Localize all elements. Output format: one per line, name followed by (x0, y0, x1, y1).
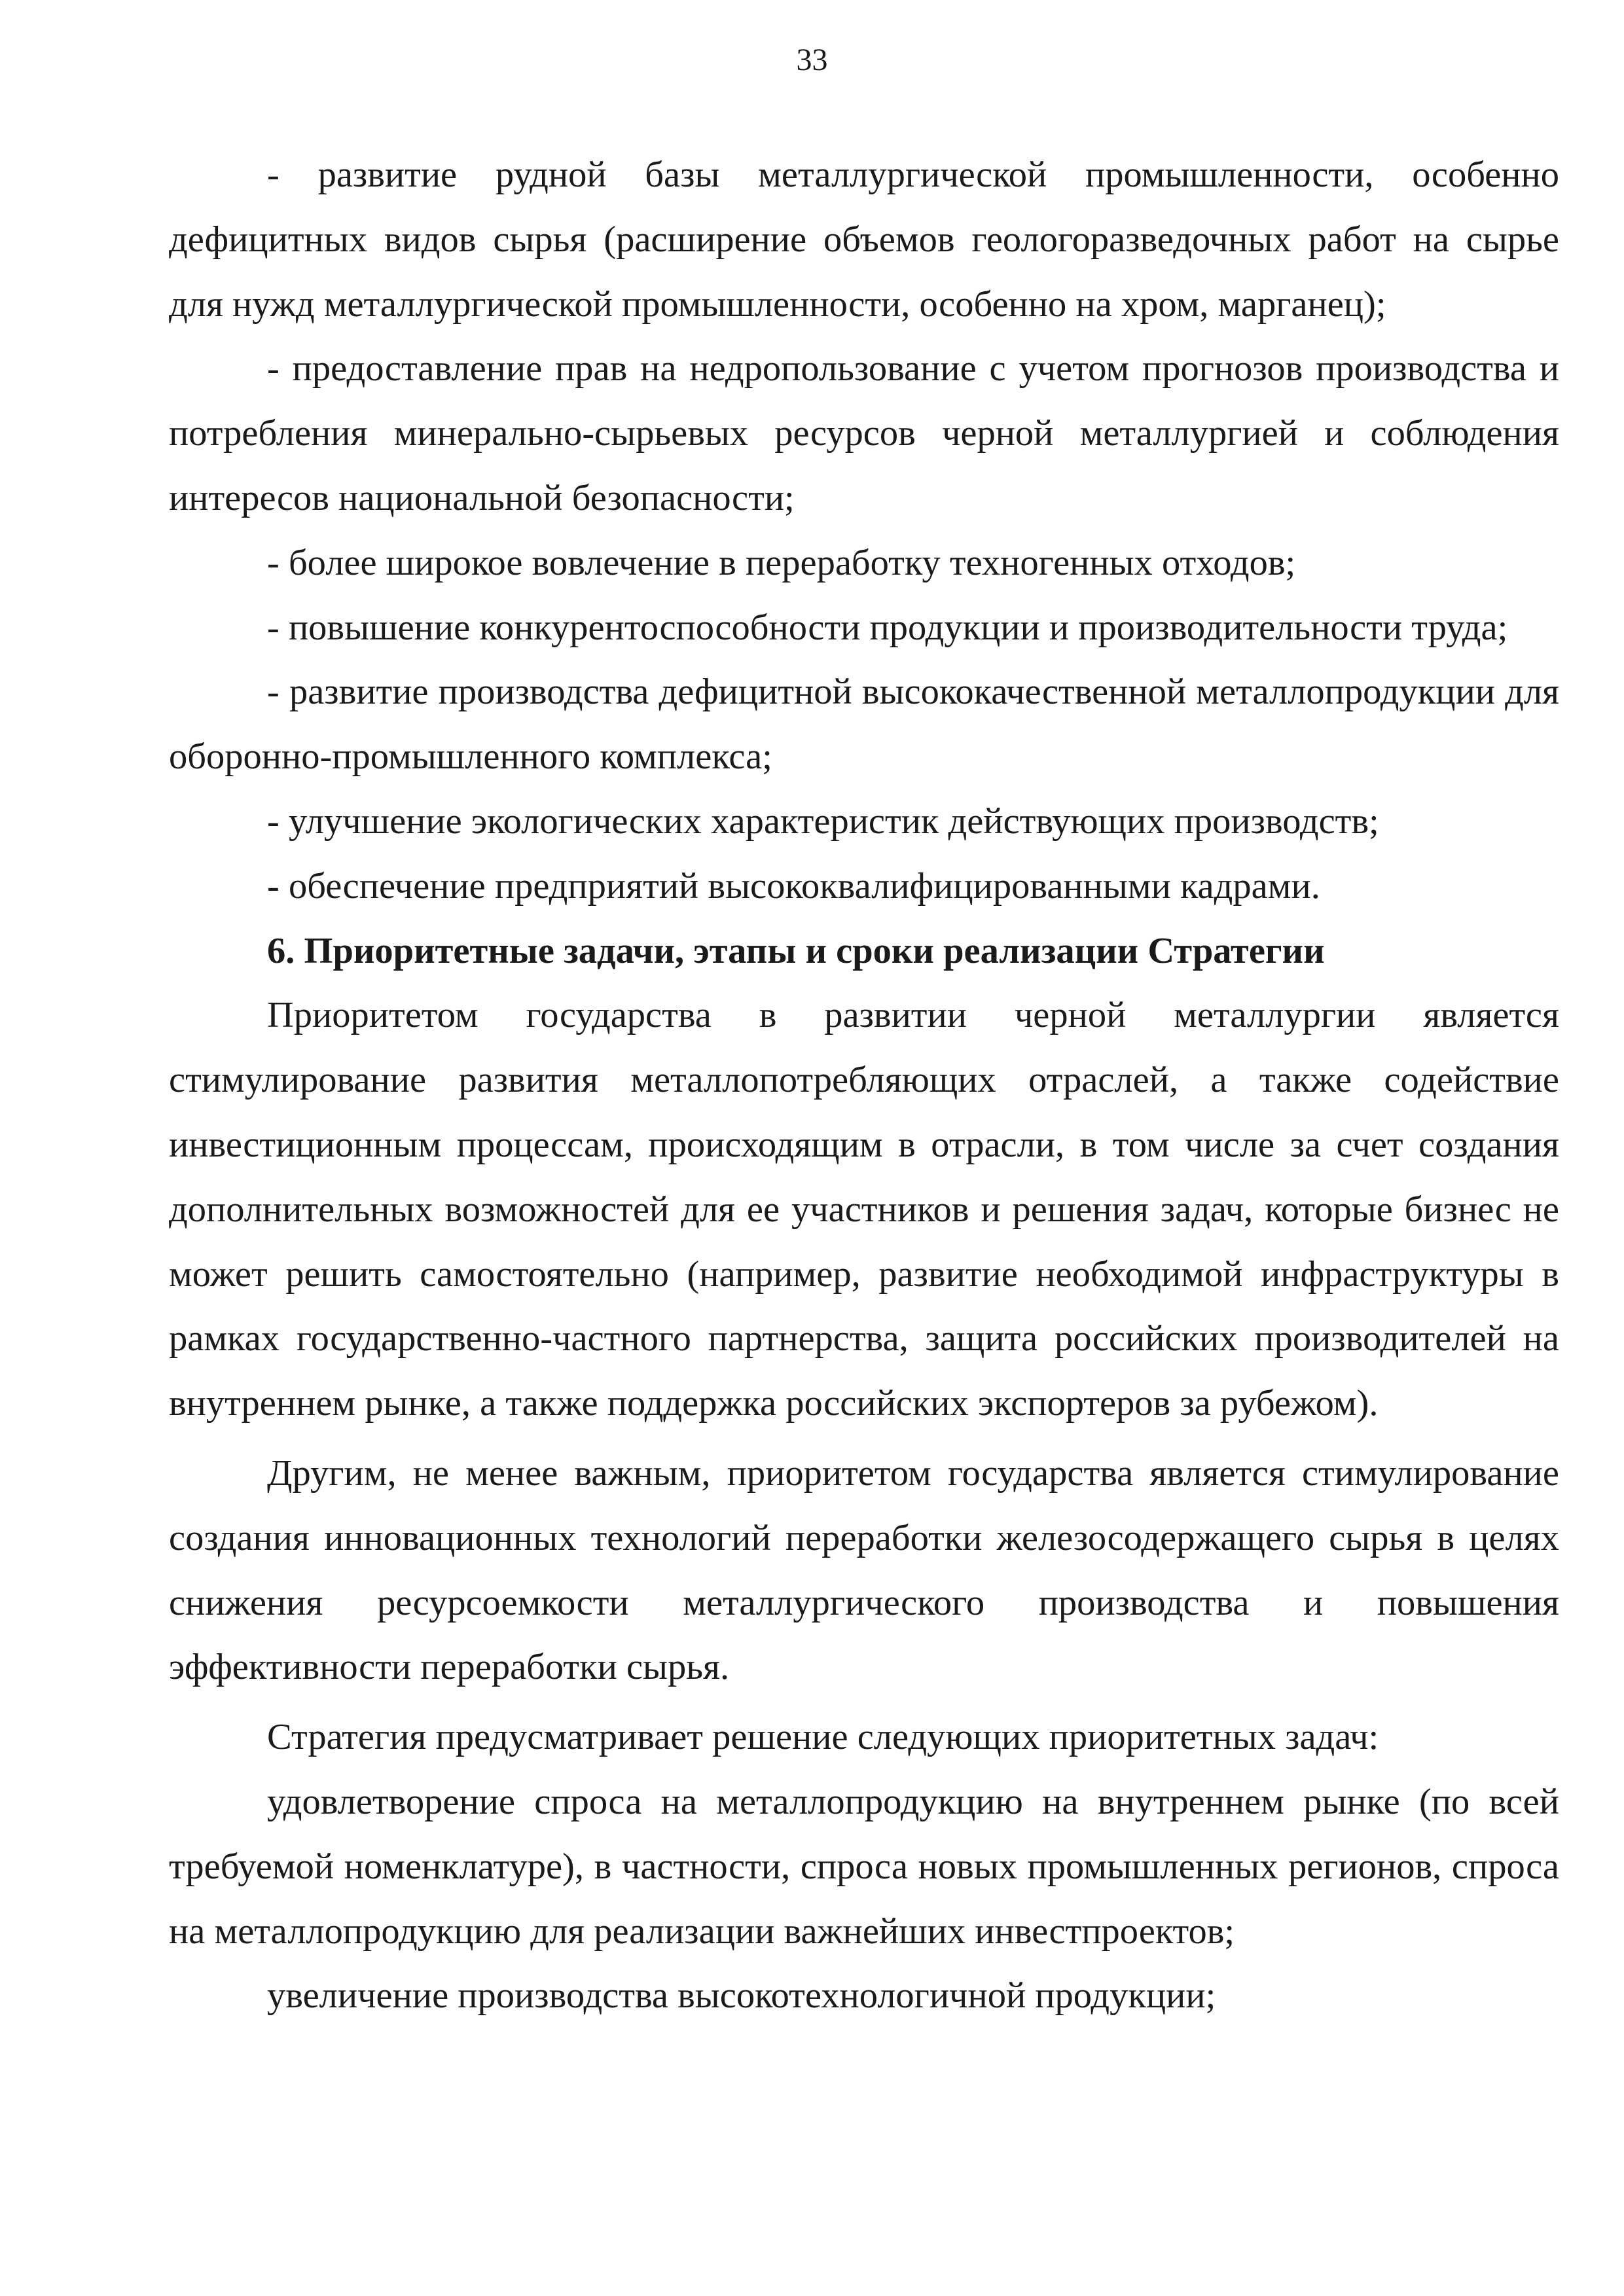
paragraph-state-priority: Приоритетом государства в развитии черной металлургии является стимулирование развития металлопотребляющих отраслей, а также содействие инвестиционным процессам, происходящим в отрасли, в том числе за счет создания дополнительных возможностей для ее участников и решения задач, которые бизнес не может решить самостоятельно (например, развитие необходимой инфраструктуры в рамках государственно-частного партнерства, защита российских производителей на внутреннем рынке, а также поддержка российских экспортеров за рубежом). (169, 995, 1559, 1424)
page-number: 33 (796, 43, 828, 77)
spacer (169, 1436, 1559, 1441)
list-item-ecology: - улучшение экологических характеристик действующих производств; (267, 800, 1379, 842)
paragraph-innovation-priority: Другим, не менее важным, приоритетом государства является стимулирование создания инновационных технологий переработки железосодержащего сырья в целях снижения ресурсоемкости металлургического производства и повышения эффективности переработки сырья. (169, 1452, 1559, 1688)
list-item-subsoil-rights: - предоставление прав на недропользование с учетом прогнозов производства и потребления минерально-сырьевых ресурсов черной металлургией и соблюдения интересов национальной безопасности; (169, 348, 1559, 518)
paragraph-strategy-tasks: Стратегия предусматривает решение следующих приоритетных задач: (267, 1717, 1379, 1758)
list-item-ore-base: - развитие рудной базы металлургической промышленности, особенно дефицитных видов сырья (расширение объемов геологоразведочных работ на сырье для нужд металлургической промышленности, особенно на хром, марганец); (169, 154, 1559, 325)
list-item-technogenic-waste: - более широкое вовлечение в переработку техногенных отходов; (267, 542, 1296, 583)
paragraph-task-demand: удовлетворение спроса на металлопродукцию на внутреннем рынке (по всей требуемой номенклатуре), в частности, спроса новых промышленных регионов, спроса на металлопродукцию для реализации важнейших инвестпроектов; (169, 1781, 1559, 1952)
paragraph-task-hightech: увеличение производства высокотехнологичной продукции; (267, 1975, 1216, 2017)
list-item-personnel: - обеспечение предприятий высококвалифицированными кадрами. (267, 865, 1320, 906)
page-body (169, 143, 1559, 2028)
list-item-competitiveness: - повышение конкурентоспособности продукции и производительности труда; (267, 607, 1508, 648)
list-item-defense-products: - развитие производства дефицитной высококачественной металлопродукции для оборонно-промышленного комплекса; (169, 672, 1559, 778)
section-heading: 6. Приоритетные задачи, этапы и сроки реализации Стратегии (267, 930, 1325, 971)
spacer (169, 1700, 1559, 1705)
